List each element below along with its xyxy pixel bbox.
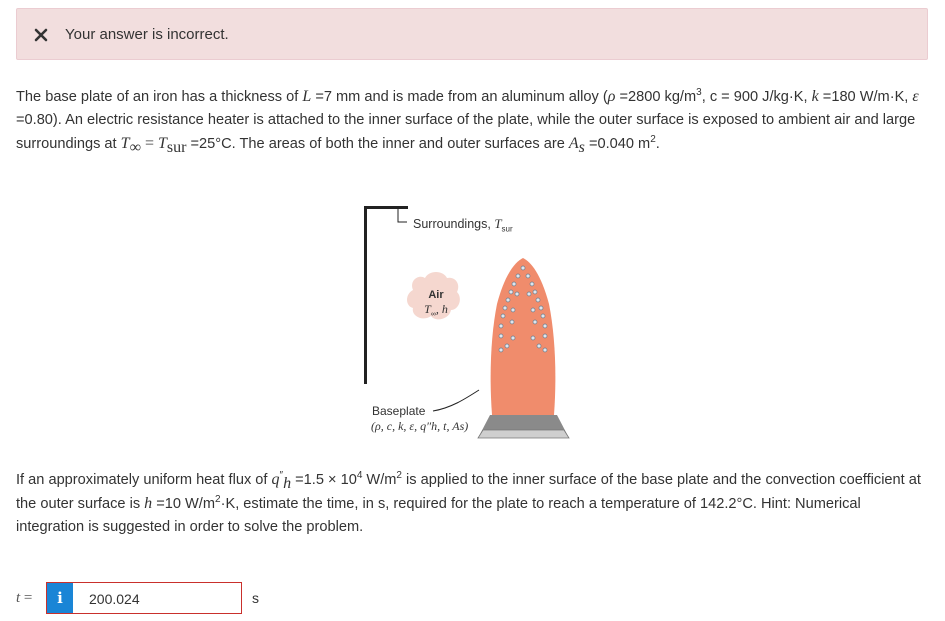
feedback-banner: [16, 8, 928, 60]
answer-row: [16, 582, 259, 614]
baseplate-label: Baseplate: [372, 404, 426, 418]
feedback-message: Your answer is incorrect.: [65, 26, 229, 43]
info-icon[interactable]: i: [47, 583, 73, 613]
x-icon: [34, 28, 48, 42]
problem-statement: The base plate of an iron has a thickness of L =7 mm and is made from an aluminum alloy (ρ =2800 $kg/m^3$, c = 900 J/kg·K, k =180 W/m·K, ε =0.80). An electric resistance heater is attached to the inner surface of the plate, while the outer surface is exposed to ambient air and large surroundings at $T_\infty = T_{sur} =25^\circ C$. The areas of both the inner and outer surfaces are $A_s =0.040$ $m^2$.: [16, 87, 919, 156]
air-label: Air: [428, 289, 444, 301]
answer-value: 200.024: [89, 591, 140, 607]
air-params: $T_\infty$, h: [424, 302, 448, 319]
answer-unit: s: [252, 590, 259, 606]
surroundings-wall: [364, 206, 367, 384]
iron-diagram: [355, 194, 595, 444]
baseplate-params: (ρ, c, k, ε, q″h, t, As): [371, 419, 469, 433]
question-statement: If an approximately uniform heat flux of $q''_h =1.5 \times 10^4$ $W/m^2$ is applied to the inner surface of the base plate and the convection coefficient at the outer surface is h =10 $W/m^2\cdot K$, estimate the time, in s, required for the plate to reach a temperature of 142.2°C. Hint: Numerical integration is suggested in order to solve the problem.: [16, 470, 921, 535]
surroundings-label: Surroundings, $T_{sur}$: [413, 216, 513, 234]
answer-variable: t =: [16, 589, 33, 606]
answer-input[interactable]: [46, 582, 242, 614]
